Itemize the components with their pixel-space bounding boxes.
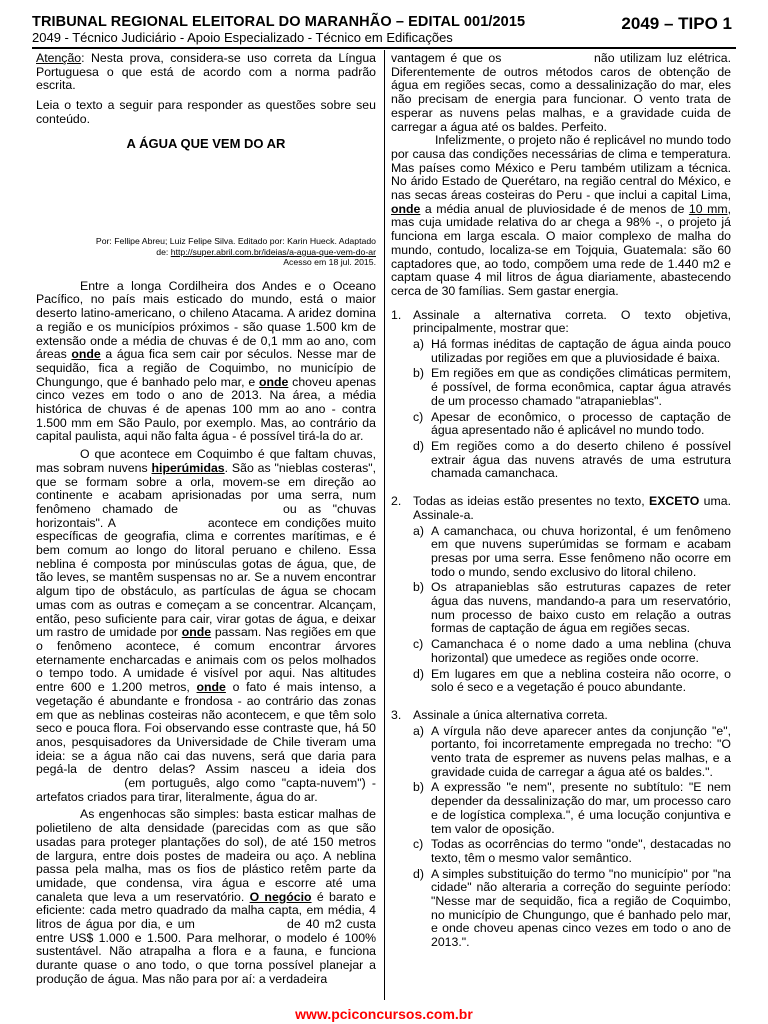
paragraph-4: Infelizmente, o projeto não é replicável no mundo todo por causa das condições necessárias de clima e temperatura. Mas países como México e Peru também utilizam a técnica. No árido Estado de Querétaro, na região central do México, e nas secas áreas costeiras do Peru - que inclui a capital Lima, onde a média anual de pluviosidade é de menos de 10 mm, mas cuja umidade relativa do ar chega a 98% -, o projeto já funciona em larga escala. O maior complexo de malha do mundo, contudo, localiza-se em Tojquia, Guatemala: são 60 captadores que, ao todo, compõem uma rede de 1.440 m2 e captam quase 4 mil litros de água diariamente, abastecendo cerca de 30 famílias. Sem gastar energia. <box>391 133 731 298</box>
text-title: A ÁGUA QUE VEM DO AR <box>126 135 286 151</box>
source-credit: Por: Fellipe Abreu; Luiz Felipe Silva. Editado por: Karin Hueck. Adaptado de: http://super.abril.com.br/ideias/a-agua-que-vem-do-ar Acesso em 18 jul. 2015. <box>95 236 376 268</box>
left-column <box>36 52 376 987</box>
question-1: 1. Assinale a alternativa correta. O texto objetiva, principalmente, mostrar que: a) Há formas inéditas de captação de água ainda pouco utilizadas por regiões em que a pluviosidade é baixa. b) Em regiões em que as condições climáticas permitem, é possível, de forma econômica, captar água através de um processo chamado "atrapanieblas". c) Apesar de econômico, o processo de captação de água apresentado não é aplicável no mundo todo. d) Em regiões como a do deserto chileno é possível extrair água das nuvens através de uma estrutura chamada camanchaca. <box>391 307 731 481</box>
option-a[interactable]: a) A vírgula não deve aparecer antes da conjunção "e", portanto, foi incorretamente empregada no trecho: "O vento trata de espremer as nuvens pelas malhas, e a gravidade cuida de carregar a água até os baldes.". <box>413 723 731 779</box>
exam-title: TRIBUNAL REGIONAL ELEITORAL DO MARANHÃO – EDITAL 001/2015 <box>32 14 526 30</box>
option-c[interactable]: c) Apesar de econômico, o processo de captação de água apresentado não é aplicável no mundo todo. <box>413 409 731 438</box>
paragraph-3: As engenhocas são simples: basta esticar malhas de polietileno de alta densidade (parecidas com as que são usadas para proteger plantações do sol), de até 150 metros de largura, entre dois postes de madeira ou aço. A neblina passa pela malha, mas os fios de plástico retêm parte da umidade, que condensa, vira água e escorre até uma canaleta que leva a um reservatório. O negócio é barato e eficiente: cada metro quadrado da malha capta, em média, 4 litros de água por dia, e um de 40 m2 custa entre US$ 1.000 e 1.500. Para melhorar, o modelo é 100% sustentável. Não atrapalha a flora e a fauna, e funciona durante quase o ano todo, o que torna possível planejar a produção de água. Mas não para por aí: a verdadeira <box>36 807 377 986</box>
option-c[interactable]: c) Camanchaca é o nome dado a uma neblina (chuva horizontal) que umedece as regiões onde ocorre. <box>413 637 731 665</box>
option-a[interactable]: a) A camanchaca, ou chuva horizontal, é um fenômeno em que nuvens superúmidas se formam e acabam presas por uma serra. Esse fenômeno não ocorre em todo o mundo, sendo exclusivo do litoral chileno. <box>413 523 731 579</box>
option-a[interactable]: a) Há formas inéditas de captação de água ainda pouco utilizadas por regiões em que a pluviosidade é baixa. <box>413 337 731 365</box>
question-stem: Assinale a única alternativa correta. <box>413 707 608 722</box>
paragraph-1: Entre a longa Cordilheira dos Andes e o Oceano Pacífico, no país mais esticado do mundo, está o maior deserto latino-americano, o chileno Atacama. A aridez domina a região e os municípios próximos - são quase 1.500 km de extensão onde a média de chuvas é de 0,1 mm ao ano, com áreas onde a água fica sem cair por séculos. Nesse mar de sequidão, fica a região de Coquimbo, no município de Chungungo, que é banhado pelo mar, e onde choveu apenas cinco vezes em todo o ano de 2013. Na área, a média histórica de chuvas é de apenas 100 mm ao ano - contra 1.500 mm em São Paulo, por exemplo. Mas, ao contrário da capital paulista, aqui não falta água - é possível tirá-la do ar. <box>36 278 376 444</box>
option-d[interactable]: d) Em regiões como a do deserto chileno é possível extrair água das nuvens através de uma estrutura chamada camanchaca. <box>413 438 731 481</box>
question-stem: Todas as ideias estão presentes no texto, EXCETO uma. Assinale-a. <box>413 494 731 522</box>
exam-subtitle: 2049 - Técnico Judiciário - Apoio Especializado - Técnico em Edificações <box>32 30 453 45</box>
right-column <box>391 52 731 950</box>
question-3: 3. Assinale a única alternativa correta. a) A vírgula não deve aparecer antes da conjunção "e", portanto, foi incorretamente empregada no trecho: "O vento trata de espremer as nuvens pelas malhas, e a gravidade cuida de carregar a água até os baldes.". b) A expressão "e nem", presente no subtítulo: "E nem depender da dessalinização do mar, um processo caro e de logística complexa.", é uma locução conjuntiva e tem valor de oposição. c) Todas as ocorrências do termo "onde", destacadas no texto, têm o mesmo valor semântico. d) A simples substituição do termo "no município" por "na cidade" não alteraria a correção do seguinte período: "Nesse mar de sequidão, fica a região de Coquimbo, no município de Chungungo, que é banhado pelo mar, e onde choveu apenas cinco vezes em todo o ano de 2013.". <box>391 707 731 950</box>
instruction-text: Leia o texto a seguir para responder as questões sobre seu conteúdo. <box>36 98 376 126</box>
option-b[interactable]: b) A expressão "e nem", presente no subtítulo: "E nem depender da dessalinização do mar, um processo caro e de logística complexa.", é uma locução conjuntiva e tem valor de oposição. <box>413 780 731 836</box>
option-b[interactable]: b) Em regiões em que as condições climáticas permitem, é possível, de forma econômica, captar água através de um processo chamado "atrapanieblas". <box>413 366 731 408</box>
page-header <box>32 14 732 45</box>
source-link[interactable]: http://super.abril.com.br/ideias/a-agua-que-vem-do-ar <box>170 246 376 257</box>
question-2: 2. Todas as ideias estão presentes no texto, EXCETO uma. Assinale-a. a) A camanchaca, ou chuva horizontal, é um fenômeno em que nuvens superúmidas se formam e acabam presas por uma serra. Esse fenômeno não ocorre em todo o mundo, sendo exclusivo do litoral chileno. b) Os atrapanieblas são estruturas capazes de reter água das nuvens, mandando-a para um reservatório, num processo de baixo custo em relação a outras formas de captação de água em regiões secas. c) Camanchaca é o nome dado a uma neblina (chuva horizontal) que umedece as regiões onde ocorre. d) Em lugares em que a neblina costeira não ocorre, o solo é seco e a vegetação é pouco abundante. <box>391 494 731 695</box>
footer-link[interactable]: www.pciconcursos.com.br <box>295 1006 473 1022</box>
header-divider <box>32 47 736 49</box>
option-c[interactable]: c) Todas as ocorrências do termo "onde", destacadas no texto, têm o mesmo valor semântico. <box>413 837 731 865</box>
option-d[interactable]: d) Em lugares em que a neblina costeira não ocorre, o solo é seco e a vegetação é pouco abundante. <box>413 666 731 695</box>
question-stem: Assinale a alternativa correta. O texto objetiva, principalmente, mostrar que: <box>413 307 731 336</box>
attention-label: Atenção <box>36 51 82 65</box>
option-b[interactable]: b) Os atrapanieblas são estruturas capazes de reter água das nuvens, mandando-a para um reservatório, num processo de baixo custo em relação a outras formas de captação de água em regiões secas. <box>413 580 731 636</box>
paragraph-3-continued: vantagem é que os não utilizam luz elétrica. Diferentemente de outros métodos caros de obtenção de água em regiões secas, como a dessalinização do mar, eles não precisam de energia para funcionar. O vento trata de esperar as nuvens pelas malhas, e a gravidade cuida de carregar a água até os baldes. Perfeito. <box>391 51 731 134</box>
option-d[interactable]: d) A simples substituição do termo "no município" por "na cidade" não alteraria a correção do seguinte período: "Nesse mar de sequidão, fica a região de Coquimbo, no município de Chungungo, que é banhado pelo mar, e onde choveu apenas cinco vezes em todo o ano de 2013.". <box>413 866 731 950</box>
paragraph-2: O que acontece em Coquimbo é que faltam chuvas, mas sobram nuvens hiperúmidas. São as "nieblas costeras", que se formam sobre a orla, movem-se em direção ao continente e acabam aprisionadas por uma serra, num fenômeno chamado de ou as "chuvas horizontais". A acontece em condições muito específicas de geografia, clima e correntes marítimas, e é bem comum ao longo do litoral peruano e chileno. Essa neblina é composta por minúsculas gotas de água, que, de tão leves, se mantêm suspensas no ar. Se a nuvem encontrar algum tipo de obstáculo, as partículas de água se chocam umas com as outras e começam a se concentrar. Alcançam, então, peso suficiente para cair, virar gotas de água, e deixar um rastro de umidade por onde passam. Nas regiões em que o fenômeno acontece, é comum encontrar árvores eternamente encharcadas e animais com os pelos molhados o tempo todo. A umidade é visível por aqui. Nas altitudes entre 600 e 1.200 metros, onde o fato é mais intenso, a vegetação é abundante e frondosa - ao contrário das zonas em que as neblinas costeiras não acontecem, e que têm solo seco e pouca flora. Foi observando esse contraste que, há 50 anos, pesquisadores da Universidade de Chile tiveram uma ideia: se a água não cai das nuvens, será que daria para pegá-la de dentro delas? Assim nasceu a ideia dos (em português, algo como "capta-nuvem") - artefatos criados para tirar, literalmente, água do ar. <box>36 447 377 804</box>
column-divider <box>384 50 385 1000</box>
attention-note: Atenção: Nesta prova, considera-se uso correta da Língua Portuguesa o que está de acordo com a norma padrão escrita. <box>36 51 376 93</box>
exam-code: 2049 – TIPO 1 <box>621 14 732 33</box>
